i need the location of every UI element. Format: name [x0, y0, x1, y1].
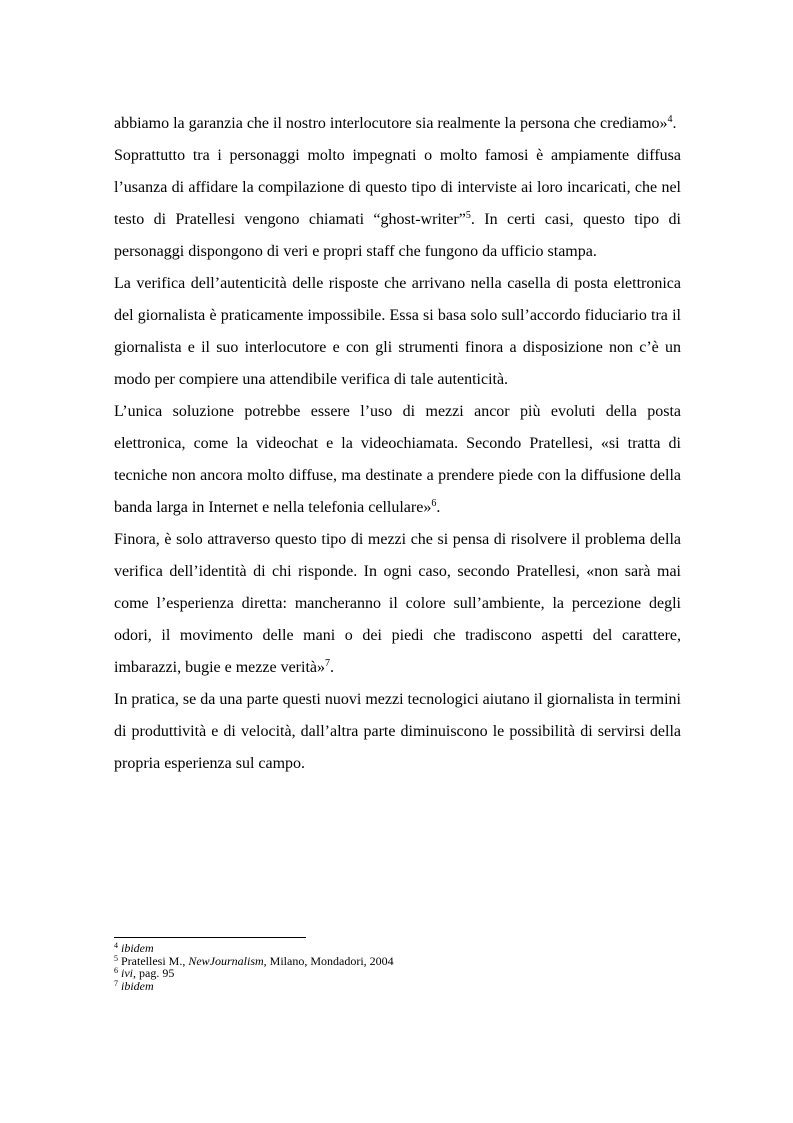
- footnote-7: $^7$ ibidem: [114, 978, 154, 993]
- paragraph-3: La verifica dell’autenticità delle risposte che arrivano nella casella di posta elettronica del giornalista è praticamente impossibile. Essa si basa solo sull’accordo fiduciario tra il giornalista e il suo interlocutore e con gli strumenti finora a disposizione non c’è un modo per compiere una attendibile verifica di tale autenticità.: [114, 275, 681, 388]
- footnote-ref-7[interactable]: 7: [325, 658, 330, 669]
- footnotes: [114, 937, 681, 992]
- footnote-4: $^4$ ibidem: [114, 941, 154, 955]
- paragraph-4: L’unica soluzione potrebbe essere l’uso di mezzi ancor più evoluti della posta elettronica, come la videochat e la videochiamata. Secondo Pratellesi, «si tratta di tecniche non ancora molto diffuse, ma destinate a prendere piede con la diffusione della banda larga in Internet e nella telefonia cellulare»$^6$.: [114, 403, 681, 516]
- footnote-ref-6[interactable]: 6: [431, 498, 437, 509]
- paragraph-1: abbiamo la garanzia che il nostro interlocutore sia realmente la persona che crediamo»$^4$.: [114, 114, 677, 132]
- footnote-ref-5[interactable]: 5: [465, 210, 471, 221]
- footnote-5: $^5$ Pratellesi M., NewJournalism, Milano, Mondadori, 2004: [114, 953, 394, 968]
- body-text: [114, 108, 681, 780]
- paragraph-2: Soprattutto tra i personaggi molto impegnati o molto famosi è ampiamente diffusa l’usanza di affidare la compilazione di questo tipo di interviste ai loro incaricati, che nel testo di Pratellesi vengono chiamati “ghost-writer”$^5$. In certi casi, questo tipo di personaggi dispongono di veri e propri staff che fungono da ufficio stampa.: [114, 147, 681, 260]
- paragraph-6: In pratica, se da una parte questi nuovi mezzi tecnologici aiutano il giornalista in termini di produttività e di velocità, dall’altra parte diminuiscono le possibilità di servirsi della propria esperienza sul campo.: [114, 691, 681, 772]
- footnote-6: $^6$ ivi, pag. 95: [114, 966, 175, 980]
- paragraph-5: Finora, è solo attraverso questo tipo di mezzi che si pensa di risolvere il problema della verifica dell’identità di chi risponde. In ogni caso, secondo Pratellesi, «non sarà mai come l’esperienza diretta: mancheranno il colore sull’ambiente, la percezione degli odori, il movimento delle mani o dei piedi che tradiscono aspetti del carattere, imbarazzi, bugie e mezze verità»$^7$.: [114, 531, 681, 676]
- footnote-separator: [114, 937, 306, 938]
- footnote-ref-4[interactable]: 4: [667, 114, 673, 125]
